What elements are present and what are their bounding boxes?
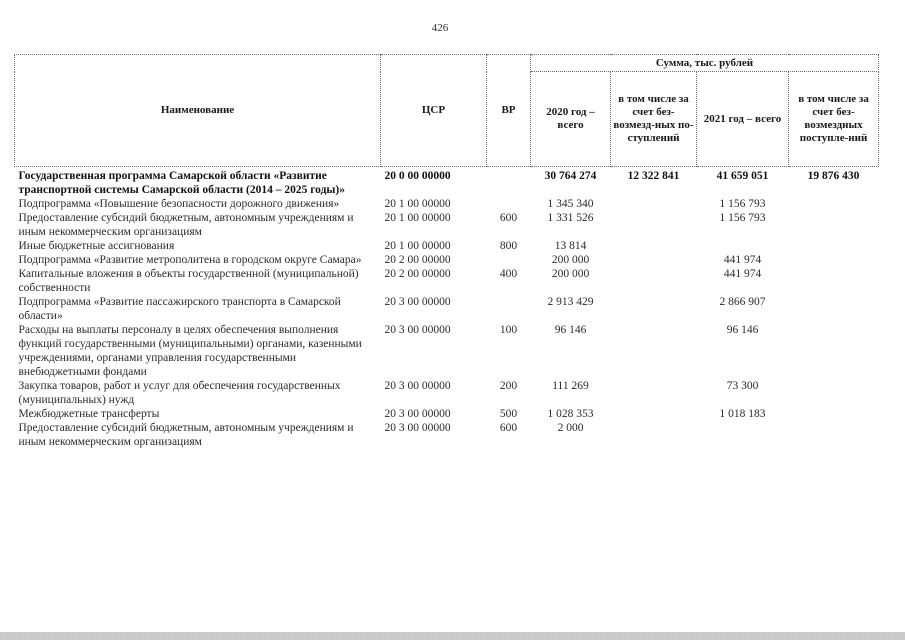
cell-name: Расходы на выплаты персоналу в целях обеспечения выполнения функций государственными (муниципальными) органами, казенными учреждениями, органами управления государственными внебюджетными фондами bbox=[18, 324, 362, 378]
table-header bbox=[15, 55, 879, 167]
cell-vr bbox=[487, 167, 531, 198]
cell-2020-total: 111 269 bbox=[552, 380, 589, 392]
cell-csr: 20 3 00 00000 bbox=[384, 296, 451, 308]
table-row bbox=[15, 167, 879, 198]
cell-2020-subsidy bbox=[611, 295, 697, 323]
cell-2021-subsidy bbox=[789, 323, 879, 379]
cell-2020-total: 1 345 340 bbox=[547, 198, 594, 210]
cell-csr: 20 1 00 00000 bbox=[384, 240, 451, 252]
cell-vr: 200 bbox=[499, 380, 518, 392]
cell-2021-total: 441 974 bbox=[723, 254, 762, 266]
cell-vr: 100 bbox=[499, 324, 518, 336]
cell-2021-total: 1 156 793 bbox=[719, 212, 766, 224]
cell-vr: 500 bbox=[499, 408, 518, 420]
cell-2020-total: 13 814 bbox=[554, 240, 587, 252]
cell-2021-subsidy: 19 876 430 bbox=[807, 170, 860, 182]
header-2021-total: 2021 год – всего bbox=[697, 72, 789, 167]
cell-csr: 20 1 00 00000 bbox=[384, 212, 451, 224]
cell-2020-total: 200 000 bbox=[551, 254, 590, 266]
cell-2021-subsidy bbox=[789, 239, 879, 253]
cell-2021-subsidy bbox=[789, 197, 879, 211]
cell-vr bbox=[487, 197, 531, 211]
cell-2021-subsidy bbox=[789, 407, 879, 421]
cell-name: Подпрограмма «Развитие метрополитена в городском округе Самара» bbox=[18, 254, 362, 266]
table-row bbox=[15, 211, 879, 239]
cell-2021-subsidy bbox=[789, 295, 879, 323]
cell-vr bbox=[487, 295, 531, 323]
cell-name: Капитальные вложения в объекты государственной (муниципальной) собственности bbox=[18, 268, 359, 294]
table-row bbox=[15, 197, 879, 211]
header-2020-subsidy: в том числе за счет без-возмезд-ных по-ступлений bbox=[611, 72, 697, 167]
table-row bbox=[15, 295, 879, 323]
cell-2021-total: 96 146 bbox=[726, 324, 759, 336]
cell-2020-total: 200 000 bbox=[551, 268, 590, 280]
scan-edge bbox=[0, 632, 905, 640]
header-2020-total: 2020 год – всего bbox=[531, 72, 611, 167]
cell-2020-subsidy bbox=[611, 253, 697, 267]
cell-2021-subsidy bbox=[789, 253, 879, 267]
cell-csr: 20 3 00 00000 bbox=[384, 422, 451, 434]
cell-2020-subsidy: 12 322 841 bbox=[627, 170, 680, 182]
cell-2020-total: 96 146 bbox=[554, 324, 587, 336]
cell-name: Закупка товаров, работ и услуг для обеспечения государственных (муниципальных) нужд bbox=[18, 380, 341, 406]
cell-2021-total bbox=[697, 239, 789, 253]
table-body bbox=[15, 167, 879, 450]
cell-2020-subsidy bbox=[611, 323, 697, 379]
cell-vr: 800 bbox=[499, 240, 518, 252]
cell-2021-total bbox=[697, 421, 789, 449]
cell-vr: 600 bbox=[499, 422, 518, 434]
cell-vr: 600 bbox=[499, 212, 518, 224]
cell-csr: 20 1 00 00000 bbox=[384, 198, 451, 210]
cell-2020-subsidy bbox=[611, 379, 697, 407]
table-row bbox=[15, 421, 879, 449]
table-row bbox=[15, 323, 879, 379]
cell-name: Подпрограмма «Развитие пассажирского транспорта в Самарской области» bbox=[18, 296, 341, 322]
cell-2020-total: 1 331 526 bbox=[547, 212, 594, 224]
cell-csr: 20 2 00 00000 bbox=[384, 254, 451, 266]
cell-2020-subsidy bbox=[611, 407, 697, 421]
cell-2021-subsidy bbox=[789, 379, 879, 407]
cell-csr: 20 2 00 00000 bbox=[384, 268, 451, 280]
cell-2021-total: 2 866 907 bbox=[719, 296, 766, 308]
cell-2021-total: 441 974 bbox=[723, 268, 762, 280]
cell-2020-total: 1 028 353 bbox=[547, 408, 594, 420]
table-row bbox=[15, 253, 879, 267]
cell-name: Государственная программа Самарской области «Развитие транспортной системы Самарской области (2014 – 2025 годы)» bbox=[18, 170, 345, 196]
cell-csr: 20 0 00 00000 bbox=[384, 170, 451, 182]
cell-2021-subsidy bbox=[789, 211, 879, 239]
cell-2020-total: 2 913 429 bbox=[547, 296, 594, 308]
cell-2021-total: 73 300 bbox=[726, 380, 759, 392]
header-sum-group: Сумма, тыс. рублей bbox=[531, 55, 879, 72]
cell-2021-total: 41 659 051 bbox=[716, 170, 769, 182]
page-number: 426 bbox=[431, 22, 449, 34]
cell-name: Предоставление субсидий бюджетным, автономным учреждениям и иным некоммерческим организациям bbox=[18, 422, 354, 448]
cell-2021-total: 1 156 793 bbox=[719, 198, 766, 210]
cell-2020-total: 30 764 274 bbox=[544, 170, 597, 182]
cell-name: Иные бюджетные ассигнования bbox=[18, 240, 175, 252]
cell-vr bbox=[487, 253, 531, 267]
cell-name: Подпрограмма «Повышение безопасности дорожного движения» bbox=[18, 198, 340, 210]
header-vr: ВР bbox=[487, 55, 531, 167]
table-row bbox=[15, 379, 879, 407]
cell-2020-subsidy bbox=[611, 197, 697, 211]
cell-csr: 20 3 00 00000 bbox=[384, 380, 451, 392]
cell-2020-total: 2 000 bbox=[557, 422, 584, 434]
cell-csr: 20 3 00 00000 bbox=[384, 408, 451, 420]
table-row bbox=[15, 407, 879, 421]
header-name: Наименование bbox=[15, 55, 381, 167]
cell-vr: 400 bbox=[499, 268, 518, 280]
cell-2021-subsidy bbox=[789, 421, 879, 449]
cell-name: Предоставление субсидий бюджетным, автономным учреждениям и иным некоммерческим организациям bbox=[18, 212, 354, 238]
cell-csr: 20 3 00 00000 bbox=[384, 324, 451, 336]
table-row bbox=[15, 239, 879, 253]
cell-2021-total: 1 018 183 bbox=[719, 408, 766, 420]
cell-2020-subsidy bbox=[611, 239, 697, 253]
table-row bbox=[15, 267, 879, 295]
cell-2021-subsidy bbox=[789, 267, 879, 295]
header-csr: ЦСР bbox=[381, 55, 487, 167]
cell-2020-subsidy bbox=[611, 421, 697, 449]
header-2021-subsidy: в том числе за счет без-возмездных поступле-ний bbox=[789, 72, 879, 167]
cell-2020-subsidy bbox=[611, 267, 697, 295]
budget-table bbox=[14, 54, 879, 449]
cell-name: Межбюджетные трансферты bbox=[18, 408, 160, 420]
cell-2020-subsidy bbox=[611, 211, 697, 239]
